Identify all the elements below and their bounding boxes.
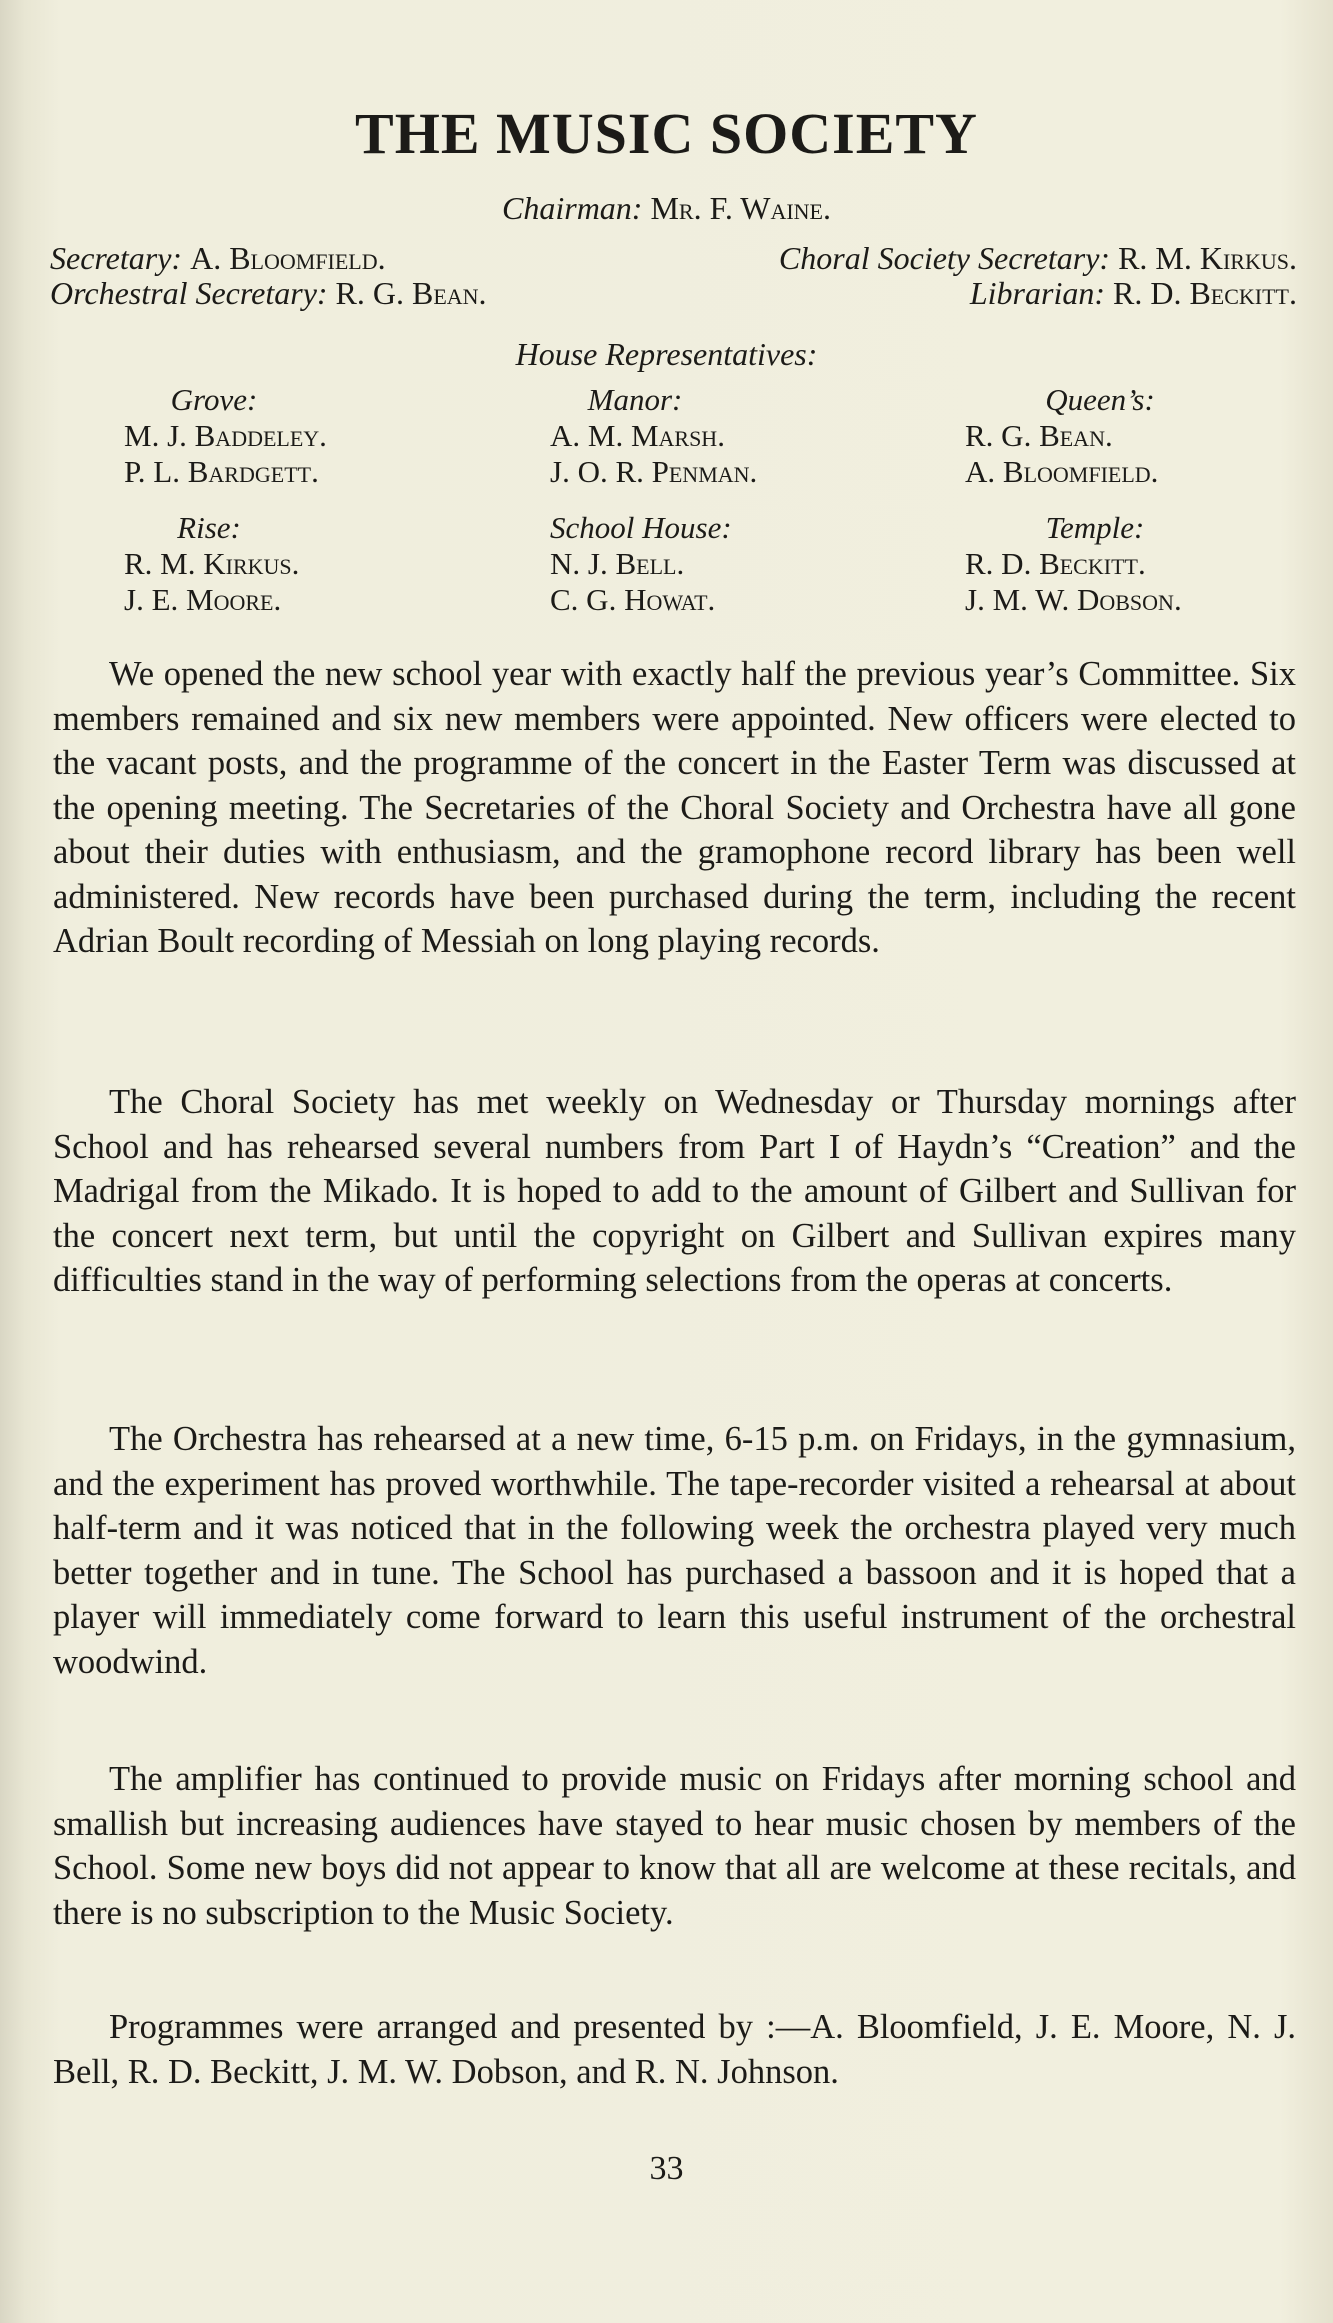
librarian-line xyxy=(970,275,1297,312)
house-member: N. J. Bell. xyxy=(550,546,685,581)
orchestral-secretary-line xyxy=(50,275,487,312)
body-paragraph: We opened the new school year with exactly half the previous year’s Committee. Six members remained and six new members were appointed. New officers were elected to the vacant posts, and the programme of the concert in the Easter Term was discussed at the opening meeting. The Secretaries of the Choral Society and Orchestra have all gone about their duties with enthusiasm, and the gramophone record library has been well administered. New records have been purchased during the term, including the recent Adrian Boult recording of Messiah on long playing records. xyxy=(53,655,1296,960)
body-paragraph: The amplifier has continued to provide music on Fridays after morning school and smallish but increasing audiences have stayed to hear music chosen by members of the School. Some new boys did not appear to know that all are welcome at these recitals, and there is no subscription to the Music Society. xyxy=(53,1760,1296,1932)
librarian-label: Librarian: xyxy=(969,275,1105,311)
choral-secretary-label: Choral Society Secretary: xyxy=(778,240,1111,276)
secretary-name: A. Bloomfield. xyxy=(190,240,386,276)
page-number: 33 xyxy=(649,2150,684,2187)
house-member: J. M. W. Dobson. xyxy=(965,582,1182,617)
librarian-name: R. D. Beckitt. xyxy=(1113,275,1297,311)
house-member: R. D. Beckitt. xyxy=(965,546,1146,581)
house-name: Manor: xyxy=(587,382,683,417)
choral-secretary-line xyxy=(779,240,1297,277)
house-name: School House: xyxy=(550,510,732,545)
orchestral-secretary-label: Orchestral Secretary: xyxy=(50,275,328,311)
house-representatives-heading: House Representatives: xyxy=(515,336,818,372)
house-member: J. O. R. Penman. xyxy=(550,454,758,489)
secretary-label: Secretary: xyxy=(50,240,183,276)
secretary-line xyxy=(50,240,386,277)
orchestral-secretary-name: R. G. Bean. xyxy=(335,275,487,311)
body-paragraph: The Orchestra has rehearsed at a new time, 6-15 p.m. on Fridays, in the gymnasium, and the experiment has proved worthwhile. The tape-recorder visited a rehearsal at about half-term and it was noticed that in the following week the orchestra played very much better together and in tune. The School has purchased a bassoon and it is hoped that a player will immediately come forward to learn this useful instrument of the orchestral woodwind. xyxy=(53,1420,1296,1681)
house-name: Queen’s: xyxy=(1045,382,1155,417)
house-rise xyxy=(124,510,424,618)
house-member: J. E. Moore. xyxy=(124,582,282,617)
house-member: A. M. Marsh. xyxy=(550,418,725,453)
chairman-label: Chairman: xyxy=(502,190,643,226)
house-member: R. M. Kirkus. xyxy=(124,546,300,581)
house-queens xyxy=(965,382,1265,490)
house-school-house xyxy=(550,510,850,618)
house-member: A. Bloomfield. xyxy=(965,454,1159,489)
house-member: C. G. Howat. xyxy=(550,582,716,617)
house-temple xyxy=(965,510,1265,618)
house-member: P. L. Bardgett. xyxy=(124,454,319,489)
page-title: THE MUSIC SOCIETY xyxy=(355,101,978,166)
body-paragraph: The Choral Society has met weekly on Wednesday or Thursday mornings after School and has rehearsed several numbers from Part I of Haydn’s “Creation” and the Madrigal from the Mikado. It is hoped to add to the amount of Gilbert and Sullivan for the concert next term, but until the copyright on Gilbert and Sullivan expires many difficulties stand in the way of performing selections from the operas at concerts. xyxy=(53,1083,1296,1299)
body-paragraph: Programmes were arranged and presented by :—A. Bloomfield, J. E. Moore, N. J. Bell, R. D. Beckitt, J. M. W. Dobson, and R. N. Johnson. xyxy=(53,2008,1296,2091)
house-name: Rise: xyxy=(177,510,241,545)
house-manor xyxy=(550,382,850,490)
house-member: R. G. Bean. xyxy=(965,418,1113,453)
house-grove xyxy=(124,382,424,490)
house-member: M. J. Baddeley. xyxy=(124,418,327,453)
house-name: Grove: xyxy=(170,382,258,417)
choral-secretary-name: R. M. Kirkus. xyxy=(1118,240,1297,276)
chairman-line xyxy=(0,190,1333,227)
house-name: Temple: xyxy=(1045,510,1145,545)
chairman-name: Mr. F. Waine. xyxy=(650,190,831,226)
